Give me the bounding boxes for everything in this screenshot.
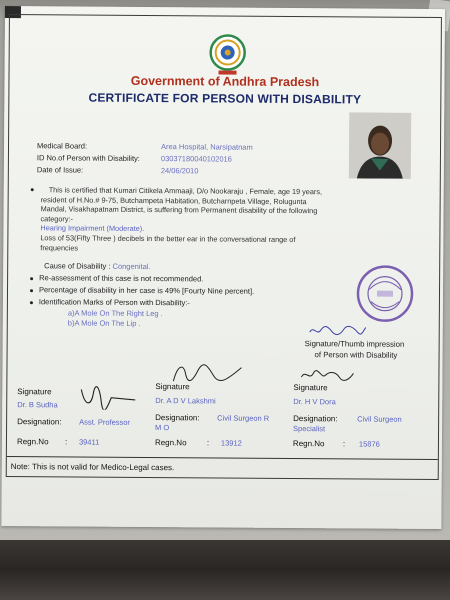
percentage-item	[30, 285, 254, 296]
official-seal-icon	[355, 263, 415, 323]
certification-line: Mandal, Visakhapatnam District, is suffering from Permanent disability of the following	[40, 204, 318, 216]
regn-colon: :	[342, 439, 346, 449]
date-of-issue-label: Date of Issue:	[36, 165, 84, 175]
hearing-loss-line: frequencies	[40, 242, 79, 253]
cause-value: Congenital.	[112, 261, 151, 272]
thumb-impression-label: Signature/Thumb impression	[304, 339, 405, 349]
certification-line: resident of H.No.# 9-75, Butchampeta Habitation, Butcharnpeta Village, Rolugunta	[40, 194, 307, 206]
designation-value: Civil Surgeon R	[217, 413, 270, 423]
person-signature-icon	[308, 323, 368, 337]
id-number-label: ID No.of Person with Disability:	[36, 153, 140, 163]
reassessment-text: Re-assessment of this case is not recommended.	[39, 273, 204, 284]
signatory-name: Dr. B Sudha	[17, 400, 58, 410]
note-divider	[7, 456, 438, 460]
bullet-icon	[30, 301, 33, 304]
percentage-text: Percentage of disability in her case is 49% [Fourty Nine percent].	[38, 285, 255, 296]
regn-value: 15876	[358, 439, 380, 449]
designation-value-cont: Specialist	[293, 424, 326, 434]
designation-label: Designation:	[17, 417, 62, 427]
regn-label: Regn.No	[154, 438, 187, 448]
medical-board-label: Medical Board:	[36, 141, 88, 151]
government-heading: Government of Andhra Pradesh	[130, 73, 320, 90]
regn-value: 39411	[78, 437, 100, 447]
certification-line: category:-	[40, 214, 74, 224]
medical-board-value: Area Hospital, Narsipatnam	[160, 142, 253, 152]
certificate-sheet	[1, 6, 445, 529]
person-photo	[349, 112, 411, 178]
certificate-title: CERTIFICATE FOR PERSON WITH DISABILITY	[88, 90, 362, 107]
date-of-issue-value: 24/06/2010	[160, 166, 199, 176]
regn-label: Regn.No	[16, 437, 49, 447]
table-surface	[0, 540, 450, 600]
signatory-name: Dr. A D V Lakshmi	[155, 396, 216, 406]
thumb-impression-label: of Person with Disability	[314, 350, 398, 360]
signature-sudha-icon	[77, 384, 137, 410]
designation-label: Designation:	[155, 413, 200, 423]
cause-of-disability	[44, 261, 150, 271]
regn-colon: :	[64, 437, 68, 447]
certification-paragraph	[40, 185, 400, 255]
identification-item	[30, 297, 190, 307]
designation-value: Civil Surgeon	[357, 414, 402, 424]
identification-mark: b)A Mole On The Lip .	[67, 318, 141, 328]
certificate-border	[6, 14, 442, 480]
regn-colon: :	[206, 438, 210, 448]
cause-label: Cause of Disability :	[44, 261, 111, 271]
bullet-icon	[31, 188, 34, 191]
state-emblem-icon	[206, 32, 250, 76]
legal-note: Note: This is not valid for Medico-Legal cases.	[10, 462, 175, 473]
bullet-icon	[30, 289, 33, 292]
signatory-name: Dr. H V Dora	[293, 397, 336, 407]
signature-label: Signature	[17, 387, 52, 397]
hearing-loss-line: Loss of 53(Fifty Three ) decibels in the better ear in the conversational range of	[40, 233, 296, 245]
bullet-icon	[30, 277, 33, 280]
disability-category: Hearing Impairment (Moderate).	[40, 223, 145, 234]
identification-mark: a)A Mole On The Right Leg .	[67, 308, 163, 319]
designation-value: Asst. Professor	[79, 417, 130, 427]
signature-label: Signature	[155, 382, 190, 392]
regn-label: Regn.No	[292, 439, 325, 449]
reassessment-item	[30, 273, 203, 283]
identification-heading: Identification Marks of Person with Disability:-	[38, 297, 190, 308]
designation-label: Designation:	[293, 414, 338, 424]
designation-value-cont: M O	[155, 423, 170, 433]
regn-value: 13912	[220, 438, 242, 448]
signature-label: Signature	[293, 383, 328, 393]
certification-line: This is certified that Kumari Citikela Ammaaji, D/o Nookaraju , Female, age 19 years,	[48, 185, 323, 197]
id-number-value: 03037180040102016	[160, 154, 232, 164]
